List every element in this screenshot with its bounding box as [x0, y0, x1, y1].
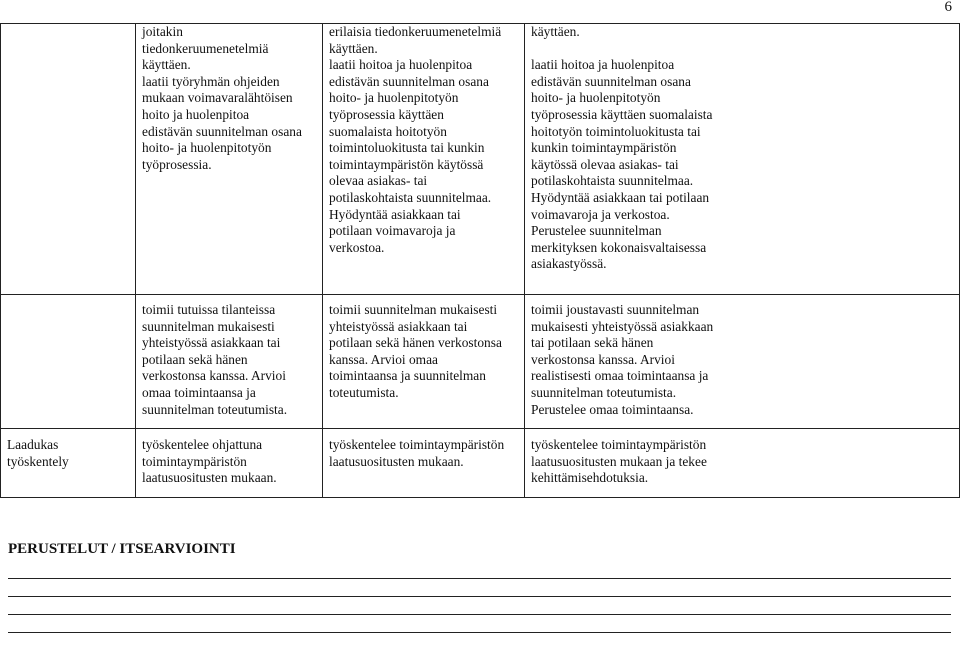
row-label: Laadukas työskentely: [1, 429, 136, 498]
table-cell: työskentelee toimintaympäristön laatusuositusten mukaan ja tekee kehittämisehdotuksia.: [525, 429, 960, 498]
table-cell: toimii tutuissa tilanteissa suunnitelman mukaisesti yhteistyössä asiakkaan tai potilaan sekä hänen verkostonsa kanssa. Arvioi omaa toimintaansa ja suunnitelman toteutumista.: [136, 295, 323, 429]
table-row: [1, 295, 960, 429]
table-cell: toimii joustavasti suunnitelman mukaisesti yhteistyössä asiakkaan tai potilaan sekä hänen verkostonsa kanssa. Arvioi realistisesti omaa toimintaansa ja suunnitelman toteutumista. Perustelee omaa toimintaansa.: [525, 295, 960, 429]
criteria-table: [0, 23, 960, 498]
assessment-heading: PERUSTELUT / ITSEARVIOINTI: [8, 541, 236, 557]
table-cell: joitakin tiedonkeruumenetelmiä käyttäen. laatii työryhmän ohjeiden mukaan voimavaralähtöisen hoito ja huolenpitoa edistävän suunnitelman osana hoito- ja huolenpitotyön työprosessia.: [136, 24, 323, 295]
table-cell: toimii suunnitelman mukaisesti yhteistyössä asiakkaan tai potilaan sekä hänen verkostonsa kanssa. Arvioi omaa toimintaansa ja suunnitelman toteutumista.: [323, 295, 525, 429]
table-row: [1, 429, 960, 498]
table-row: [1, 24, 960, 295]
writing-line[interactable]: [8, 597, 951, 615]
table-cell: työskentelee ohjattuna toimintaympäristön laatusuositusten mukaan.: [136, 429, 323, 498]
writing-line[interactable]: [8, 615, 951, 633]
table-cell: käyttäen. laatii hoitoa ja huolenpitoa edistävän suunnitelman osana hoito- ja huolenpitotyön työprosessia käyttäen suomalaista hoitotyön toimintoluokitusta tai kunkin toimintaympäristön käytössä olevaa asiakas- tai potilaskohtaista suunnitelmaa. Hyödyntää asiakkaan tai potilaan voimavaroja ja verkostoa. Perustelee suunnitelman merkityksen kokonaisvaltaisessa asiakastyössä.: [525, 24, 960, 295]
table-cell: työskentelee toimintaympäristön laatusuositusten mukaan.: [323, 429, 525, 498]
table-cell: erilaisia tiedonkeruumenetelmiä käyttäen. laatii hoitoa ja huolenpitoa edistävän suunnitelman osana hoito- ja huolenpitotyön työprosessia käyttäen suomalaista hoitotyön toimintoluokitusta tai kunkin toimintaympäristön käytössä olevaa asiakas- tai potilaskohtaista suunnitelmaa. Hyödyntää asiakkaan tai potilaan voimavaroja ja verkostoa.: [323, 24, 525, 295]
row-label: [1, 295, 136, 429]
page-number: 6: [944, 0, 952, 15]
writing-line[interactable]: [8, 579, 951, 597]
writing-line[interactable]: [8, 561, 951, 579]
writing-lines: [8, 561, 951, 633]
row-label: [1, 24, 136, 295]
assessment-section: [8, 541, 951, 633]
